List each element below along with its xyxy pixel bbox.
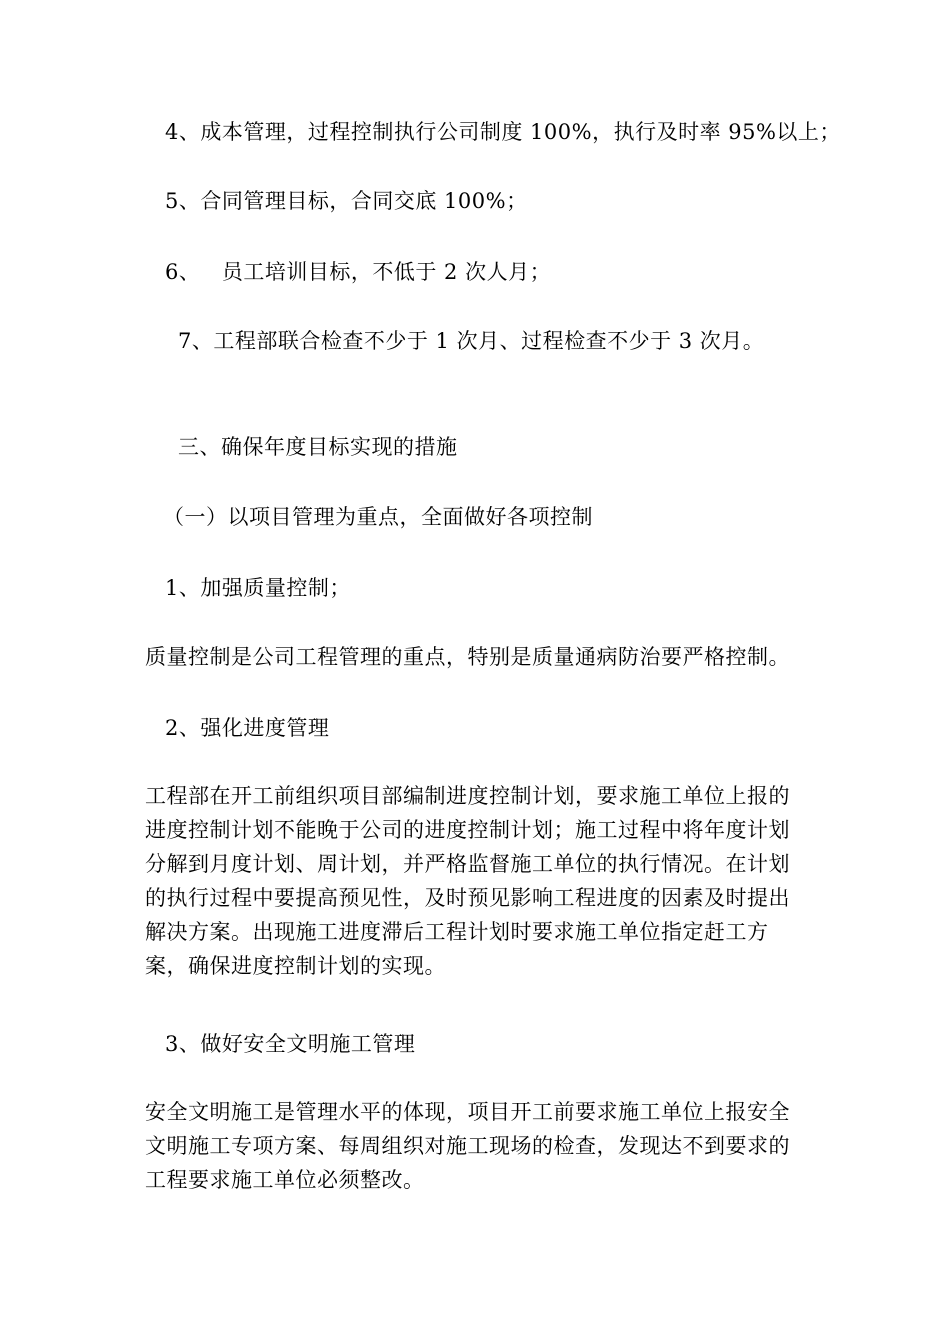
point3-heading: 3、做好安全文明施工管理 <box>165 1032 416 1056</box>
point1-body: 质量控制是公司工程管理的重点，特别是质量通病防治要严格控制。 <box>145 645 790 669</box>
point2-heading: 2、强化进度管理 <box>165 716 330 740</box>
point2-body-line: 分解到月度计划、周计划，并严格监督施工单位的执行情况。在计划 <box>145 852 790 876</box>
subsection-heading: （一）以项目管理为重点，全面做好各项控制 <box>163 505 593 529</box>
point3-body-line: 工程要求施工单位必须整改。 <box>145 1168 425 1192</box>
point1-heading: 1、加强质量控制； <box>165 576 351 600</box>
point2-body-line: 案，确保进度控制计划的实现。 <box>145 954 446 978</box>
point2-body-line: 工程部在开工前组织项目部编制进度控制计划，要求施工单位上报的 <box>145 784 790 808</box>
point2-body-line: 进度控制计划不能晚于公司的进度控制计划；施工过程中将年度计划 <box>145 818 790 842</box>
point2-body-line: 的执行过程中要提高预见性，及时预见影响工程进度的因素及时提出 <box>145 886 790 910</box>
list-item-staff-training: 6、 员工培训目标，不低于 2 次人月； <box>165 260 552 284</box>
list-item-cost-management: 4、成本管理，过程控制执行公司制度 100%，执行及时率 95%以上； <box>165 120 841 144</box>
section-heading: 三、确保年度目标实现的措施 <box>178 435 458 459</box>
point3-body-line: 文明施工专项方案、每周组织对施工现场的检查，发现达不到要求的 <box>145 1134 790 1158</box>
point2-body-line: 解决方案。出现施工进度滞后工程计划时要求施工单位指定赶工方 <box>145 920 769 944</box>
list-item-contract-management: 5、合同管理目标，合同交底 100%； <box>165 189 528 213</box>
point3-body-line: 安全文明施工是管理水平的体现，项目开工前要求施工单位上报安全 <box>145 1100 790 1124</box>
list-item-inspection: 7、工程部联合检查不少于 1 次月、过程检查不少于 3 次月。 <box>178 329 765 353</box>
